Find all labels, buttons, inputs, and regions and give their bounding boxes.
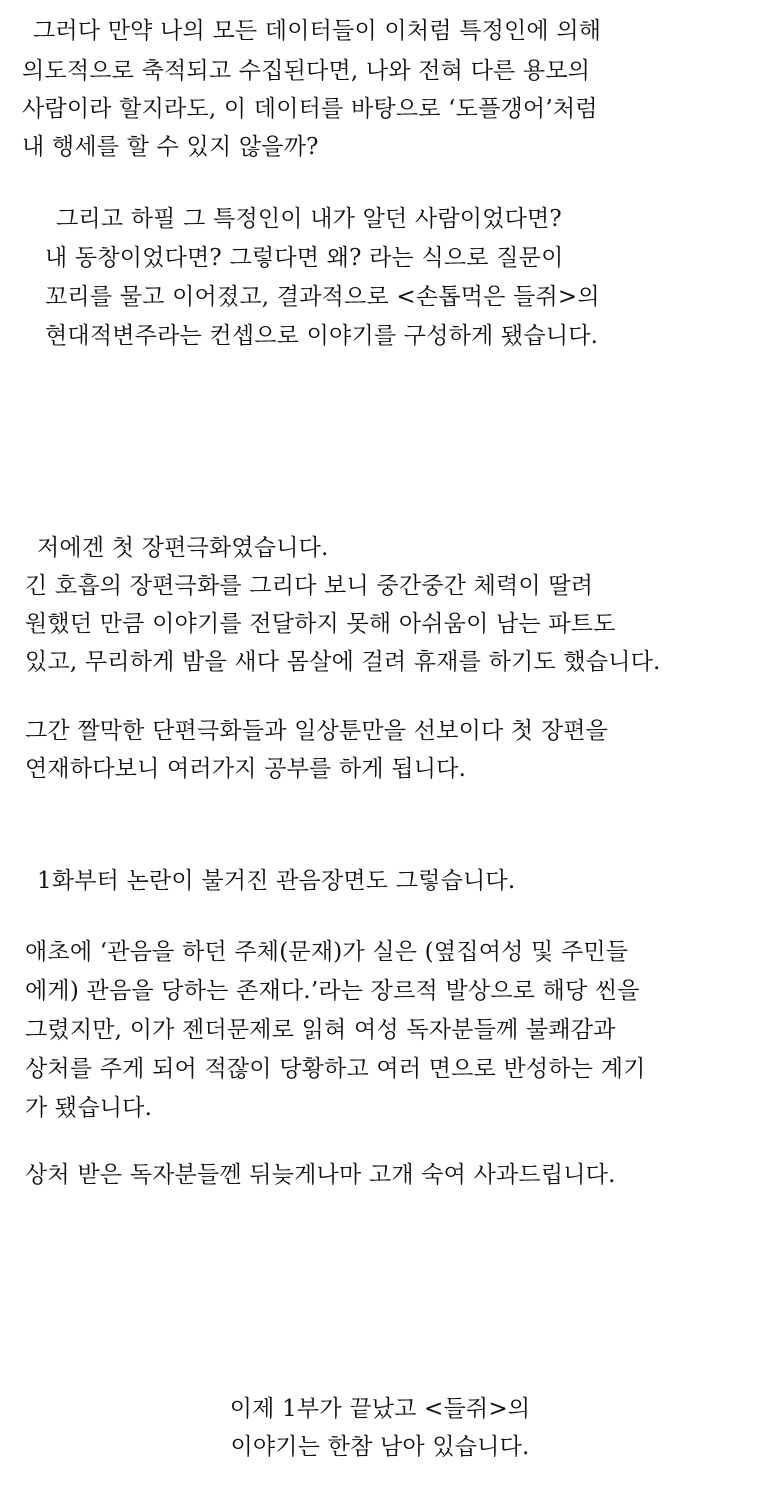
text-line: 이제 1부가 끝났고 <들쥐>의 <box>229 1396 531 1422</box>
text-line: 있고, 무리하게 밤을 새다 몸살에 걸려 휴재를 하기도 했습니다. <box>25 649 661 675</box>
text-line: 그리고 하필 그 특정인이 내가 알던 사람이었다면? <box>56 206 562 232</box>
text-line: 긴 호흡의 장편극화를 그리다 보니 중간중간 체력이 딸려 <box>25 573 594 599</box>
text-line: 저에겐 첫 장편극화였습니다. <box>37 535 329 561</box>
text-line: 내 행세를 할 수 있지 않을까? <box>22 134 319 160</box>
text-line: 그렸지만, 이가 젠더문제로 읽혀 여성 독자분들께 불쾌감과 <box>25 1017 616 1043</box>
text-line: 그러다 만약 나의 모든 데이터들이 이처럼 특정인에 의해 <box>33 18 602 44</box>
text-line: 애초에 ‘관음을 하던 주체(문재)가 실은 (옆집여성 및 주민들 <box>25 939 629 965</box>
text-line: 원했던 만큼 이야기를 전달하지 못해 아쉬움이 남는 파트도 <box>25 611 616 637</box>
text-line: 사람이라 할지라도, 이 데이터를 바탕으로 ‘도플갱어’처럼 <box>22 96 598 122</box>
text-line: 그간 짤막한 단편극화들과 일상툰만을 선보이다 첫 장편을 <box>25 718 609 744</box>
text-line: 가 됐습니다. <box>25 1095 153 1121</box>
text-line: 의도적으로 축적되고 수집된다면, 나와 전혀 다른 용모의 <box>22 58 591 84</box>
text-line: 꼬리를 물고 이어졌고, 결과적으로 <손톱먹은 들쥐>의 <box>45 284 600 310</box>
text-line: 내 동창이었다면? 그렇다면 왜? 라는 식으로 질문이 <box>45 245 564 271</box>
text-line: 상처를 주게 되어 적잖이 당황하고 여러 면으로 반성하는 계기 <box>25 1056 646 1082</box>
text-line: 이야기는 한참 남아 있습니다. <box>230 1434 530 1460</box>
text-line: 1화부터 논란이 불거진 관음장면도 그렇습니다. <box>37 868 516 894</box>
text-line: 현대적변주라는 컨셉으로 이야기를 구성하게 됐습니다. <box>45 323 599 349</box>
text-line: 에게) 관음을 당하는 존재다.’라는 장르적 발상으로 해당 씬을 <box>25 978 640 1004</box>
text-line: 상처 받은 독자분들껜 뒤늦게나마 고개 숙여 사과드립니다. <box>25 1162 616 1188</box>
text-line: 연재하다보니 여러가지 공부를 하게 됩니다. <box>25 756 467 782</box>
